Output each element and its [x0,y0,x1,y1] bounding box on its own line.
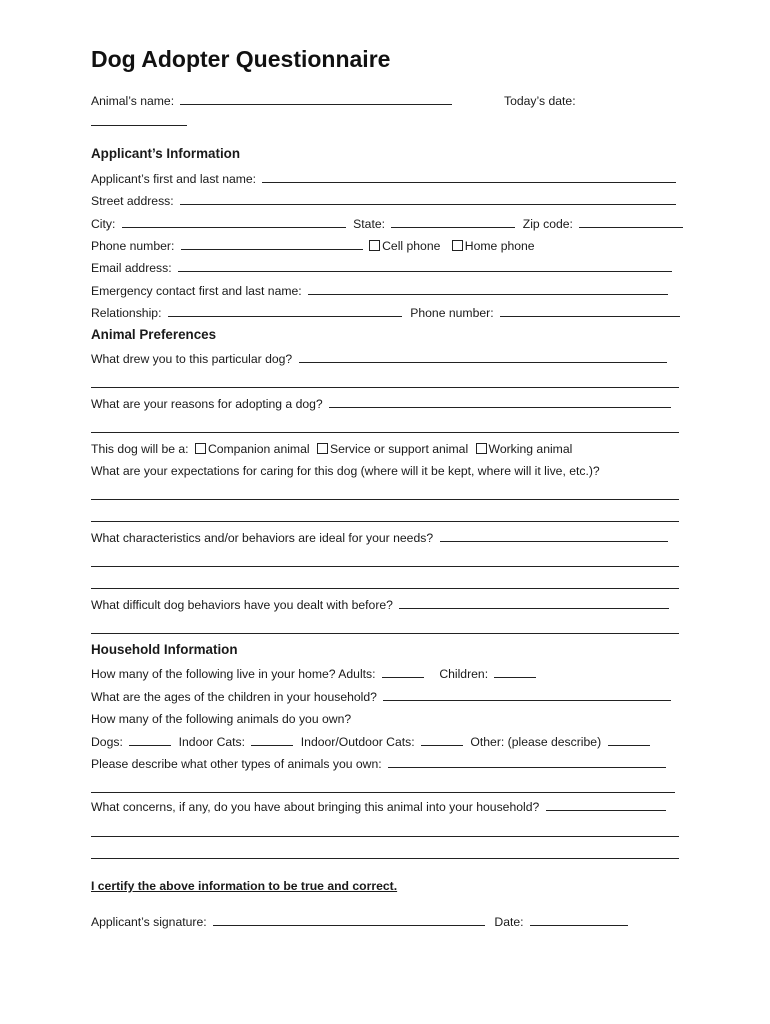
zip-field[interactable] [579,216,683,228]
emergency-phone-label: Phone number: [410,306,494,320]
signature-row [91,914,628,930]
characteristics-label: What characteristics and/or behaviors are ideal for your needs? [91,531,434,545]
animals-count-row [91,734,650,750]
adults-label: How many of the following live in your home? Adults: [91,667,376,681]
indoor-cats-label: Indoor Cats: [178,735,246,749]
indoor-outdoor-cats-field[interactable] [421,734,463,746]
state-label: State: [353,217,385,231]
city-field[interactable] [122,216,346,228]
emergency-row [91,283,668,299]
expectations-field-line-2[interactable] [91,521,679,522]
todays-date-label: Today’s date: [504,94,576,108]
emergency-phone-field[interactable] [500,305,680,317]
concerns-label: What concerns, if any, do you have about bringing this animal into your household? [91,800,540,814]
characteristics-field-line-3[interactable] [91,588,679,589]
ages-field[interactable] [383,689,671,701]
other-field[interactable] [608,734,650,746]
companion-checkbox[interactable] [195,443,206,454]
other-label: Other: (please describe) [470,735,602,749]
signature-field[interactable] [213,914,485,926]
household-heading: Household Information [91,642,238,657]
email-field[interactable] [178,260,672,272]
working-checkbox[interactable] [476,443,487,454]
indoor-outdoor-cats-label: Indoor/Outdoor Cats: [300,735,415,749]
ages-row [91,689,671,705]
date-label: Date: [494,915,524,929]
dogs-field[interactable] [129,734,171,746]
street-field[interactable] [180,193,676,205]
difficult-row [91,597,669,613]
applicant-name-row [91,171,676,187]
reasons-label: What are your reasons for adopting a dog? [91,397,323,411]
email-row [91,260,672,276]
concerns-field[interactable] [546,799,666,811]
phone-row [91,238,535,254]
companion-label: Companion animal [207,442,310,456]
working-label: Working animal [488,442,573,456]
drew-label: What drew you to this particular dog? [91,352,293,366]
difficult-field-line-2[interactable] [91,633,679,634]
describe-field-line-2[interactable] [91,792,675,793]
phone-field[interactable] [181,238,363,250]
certify-statement: I certify the above information to be true and correct. [91,879,398,893]
ages-label: What are the ages of the children in your household? [91,690,377,704]
drew-row [91,351,667,367]
street-row [91,193,676,209]
live-row [91,666,536,682]
signature-label: Applicant’s signature: [91,915,207,929]
city-label: City: [91,217,116,231]
characteristics-field-line-2[interactable] [91,566,679,567]
cell-phone-label: Cell phone [382,239,441,253]
characteristics-field[interactable] [440,530,668,542]
difficult-label: What difficult dog behaviors have you dealt with before? [91,598,393,612]
characteristics-row [91,530,668,546]
relationship-field[interactable] [168,305,402,317]
relationship-row [91,305,680,321]
concerns-field-line-2[interactable] [91,836,679,837]
animal-name-field[interactable] [180,93,452,105]
children-field[interactable] [494,666,536,678]
expectations-label: What are your expectations for caring for this dog (where will it be kept, where will it live, etc.)? [91,464,600,478]
reasons-field-line-2[interactable] [91,432,679,433]
dogs-label: Dogs: [91,735,123,749]
email-label: Email address: [91,261,172,275]
indoor-cats-field[interactable] [251,734,293,746]
reasons-row [91,396,671,412]
zip-label: Zip code: [522,217,573,231]
applicant-name-label: Applicant’s first and last name: [91,172,257,186]
dog-will-be-label: This dog will be a: [91,442,189,456]
reasons-field[interactable] [329,396,671,408]
describe-label: Please describe what other types of animals you own: [91,757,382,771]
service-label: Service or support animal [329,442,469,456]
city-state-zip-row [91,216,683,232]
expectations-field-line-1[interactable] [91,499,679,500]
todays-date-field[interactable] [91,125,187,126]
animals-own-label: How many of the following animals do you own? [91,712,352,726]
street-label: Street address: [91,194,174,208]
children-label: Children: [439,667,489,681]
phone-label: Phone number: [91,239,175,253]
animal-name-row [91,93,452,109]
home-phone-label: Home phone [464,239,535,253]
drew-field[interactable] [299,351,667,363]
applicant-heading: Applicant’s Information [91,146,241,161]
concerns-row [91,799,666,815]
home-phone-checkbox[interactable] [452,240,463,251]
page-title: Dog Adopter Questionnaire [91,46,391,72]
cell-phone-checkbox[interactable] [369,240,380,251]
state-field[interactable] [391,216,515,228]
emergency-label: Emergency contact first and last name: [91,284,302,298]
describe-field[interactable] [388,756,666,768]
relationship-label: Relationship: [91,306,162,320]
dog-will-be-row [91,441,572,457]
animal-name-label: Animal’s name: [91,94,175,108]
drew-field-line-2[interactable] [91,387,679,388]
service-checkbox[interactable] [317,443,328,454]
date-field[interactable] [530,914,628,926]
difficult-field[interactable] [399,597,669,609]
preferences-heading: Animal Preferences [91,327,217,342]
applicant-name-field[interactable] [262,171,676,183]
describe-row [91,756,666,772]
emergency-field[interactable] [308,283,668,295]
questionnaire-form [91,0,681,1024]
adults-field[interactable] [382,666,424,678]
concerns-field-line-3[interactable] [91,858,679,859]
